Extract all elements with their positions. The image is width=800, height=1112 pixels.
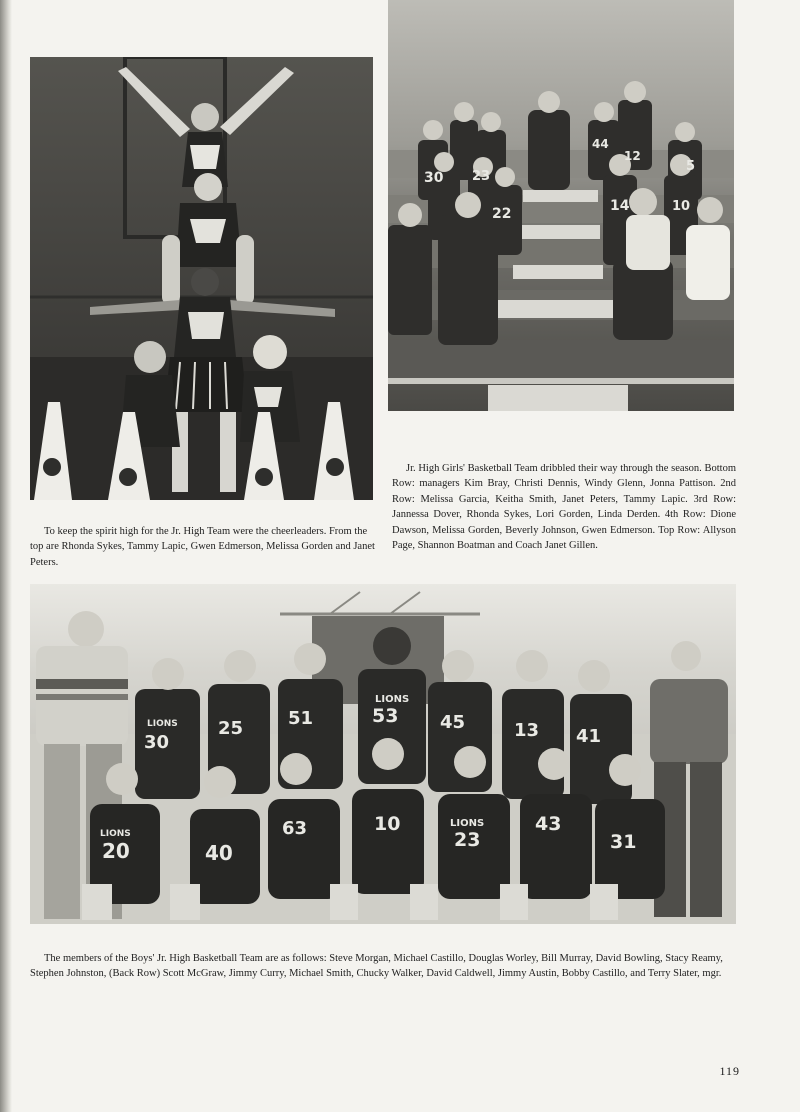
- boys-team-photo: [30, 584, 736, 924]
- page-number: 119: [719, 1064, 740, 1078]
- uniform-lions-text: LIONS: [147, 719, 178, 729]
- boys-jersey-45: 45: [440, 712, 466, 733]
- girls-jersey-10: 10: [672, 199, 691, 214]
- girls-jersey-14: 14: [610, 198, 630, 214]
- uniform-lions-text: LIONS: [100, 829, 131, 839]
- boys-team-caption: The members of the Boys' Jr. High Basketball Team are as follows: Steve Morgan, Michael Castillo, Douglas Worley, Bill Murray, David Bowling, Stacy Reamy, Stephen Johnston, (Back Row) Scott McGraw, Jimmy Curry, Michael Smith, Chucky Walker, David Caldwell, Jimmy Austin, Bobby Castillo, and Terry Slater, mgr.: [30, 952, 723, 979]
- boys-jersey-20: 20: [102, 839, 130, 863]
- girls-jersey-5: 5: [686, 159, 696, 174]
- cheerleaders-photo: [30, 57, 373, 500]
- girls-jersey-12: 12: [624, 149, 641, 163]
- page-binding-edge: [0, 0, 12, 1112]
- girls-jersey-44: 44: [592, 137, 609, 151]
- boys-jersey-43: 43: [535, 813, 562, 835]
- boys-jersey-31: 31: [610, 831, 637, 853]
- boys-jersey-41: 41: [576, 726, 602, 747]
- boys-jersey-51: 51: [288, 708, 314, 729]
- boys-jersey-23: 23: [454, 829, 481, 851]
- boys-jersey-53: 53: [372, 705, 399, 727]
- uniform-lions-text: LIONS: [450, 818, 485, 829]
- boys-jersey-63: 63: [282, 818, 308, 839]
- girls-jersey-30: 30: [424, 170, 444, 186]
- boys-jersey-10: 10: [374, 813, 401, 835]
- boys-jersey-40: 40: [205, 841, 233, 865]
- girls-jersey-23: 23: [472, 169, 491, 184]
- girls-team-photo: [388, 0, 734, 411]
- boys-jersey-30: 30: [144, 732, 170, 753]
- girls-team-caption: Jr. High Girls' Basketball Team dribbled their way through the season. Bottom Row: managers Kim Bray, Christi Dennis, Windy Glenn, Jonna Pattison. 2nd Row: Melissa Garcia, Keitha Smith, Janet Peters, Tammy Lapic. 3rd Row: Jannessa Dover, Rhonda Sykes, Lori Gorden, Linda Derden. 4th Row: Dione Dawson, Melissa Gorden, Beverly Johnson, Gwen Edmerson. Top Row: Allyson Page, Shannon Boatman and Coach Janet Gillen.: [392, 462, 736, 551]
- uniform-lions-text: LIONS: [375, 694, 410, 705]
- boys-jersey-13: 13: [514, 720, 540, 741]
- cheerleaders-caption: To keep the spirit high for the Jr. High Team were the cheerleaders. From the top are Rhonda Sykes, Tammy Lapic, Gwen Edmerson, Melissa Gorden and Janet Peters.: [30, 525, 375, 568]
- boys-jersey-25: 25: [218, 718, 244, 739]
- girls-jersey-22: 22: [492, 206, 512, 222]
